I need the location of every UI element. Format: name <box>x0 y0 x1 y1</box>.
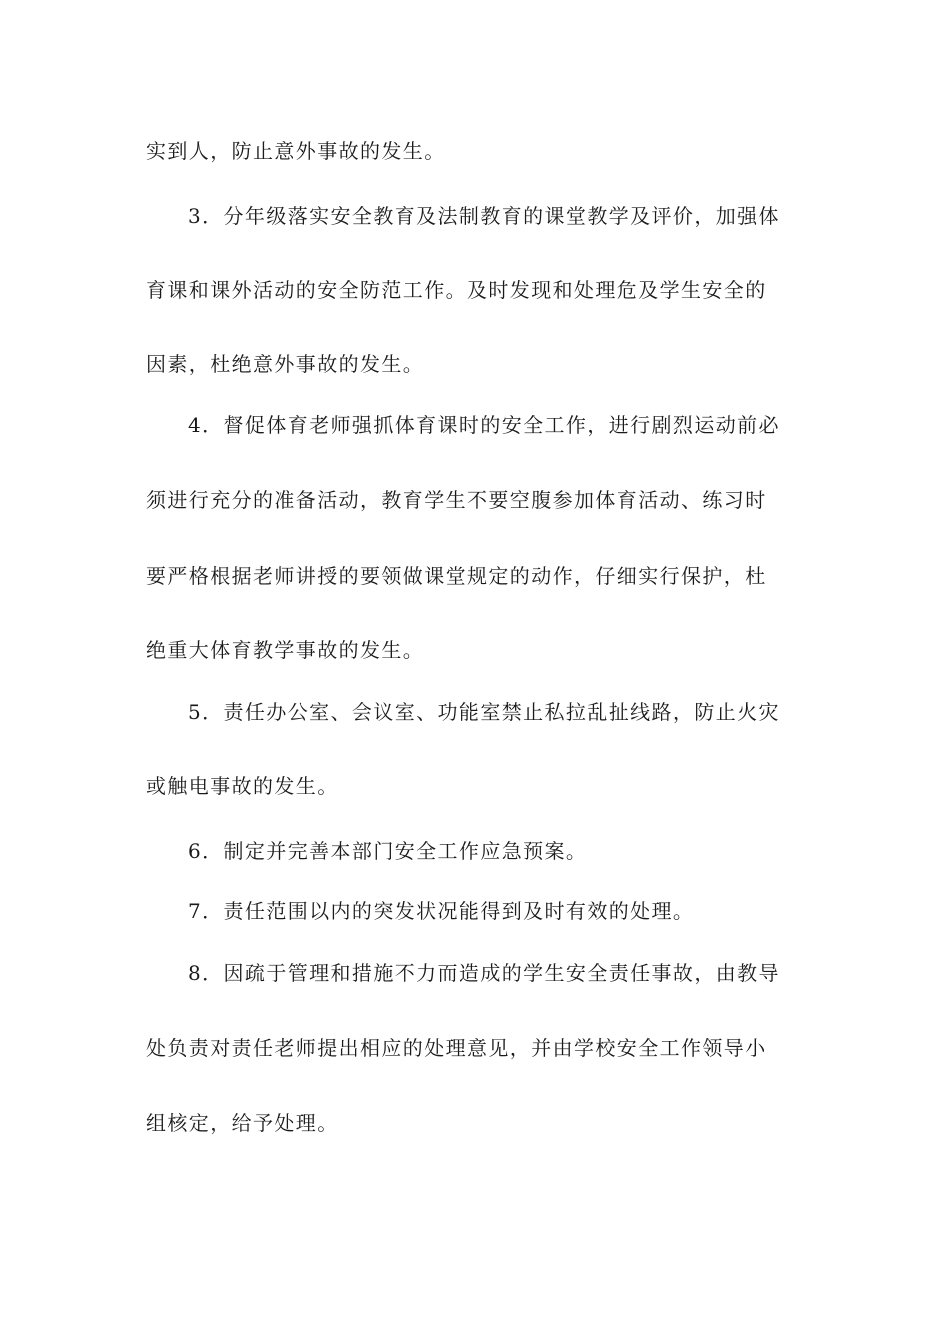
text-line: 3．分年级落实安全教育及法制教育的课堂教学及评价，加强体 <box>188 204 780 228</box>
text-line: 因素，杜绝意外事故的发生。 <box>146 352 425 376</box>
text-line: 4．督促体育老师强抓体育课时的安全工作，进行剧烈运动前必 <box>188 413 780 437</box>
text-line: 组核定，给予处理。 <box>146 1111 339 1135</box>
text-line: 处负责对责任老师提出相应的处理意见，并由学校安全工作领导小 <box>146 1036 767 1060</box>
text-line: 要严格根据老师讲授的要领做课堂规定的动作，仔细实行保护，杜 <box>146 564 767 588</box>
text-line: 须进行充分的准备活动，教育学生不要空腹参加体育活动、练习时 <box>146 488 767 512</box>
text-line: 8．因疏于管理和措施不力而造成的学生安全责任事故，由教导 <box>188 961 780 985</box>
text-line: 6．制定并完善本部门安全工作应急预案。 <box>188 839 588 863</box>
text-line: 实到人，防止意外事故的发生。 <box>146 139 446 163</box>
text-line: 5．责任办公室、会议室、功能室禁止私拉乱扯线路，防止火灾 <box>188 700 780 724</box>
text-line: 7．责任范围以内的突发状况能得到及时有效的处理。 <box>188 899 695 923</box>
text-line: 或触电事故的发生。 <box>146 774 339 798</box>
text-line: 绝重大体育教学事故的发生。 <box>146 638 425 662</box>
text-line: 育课和课外活动的安全防范工作。及时发现和处理危及学生安全的 <box>146 278 767 302</box>
